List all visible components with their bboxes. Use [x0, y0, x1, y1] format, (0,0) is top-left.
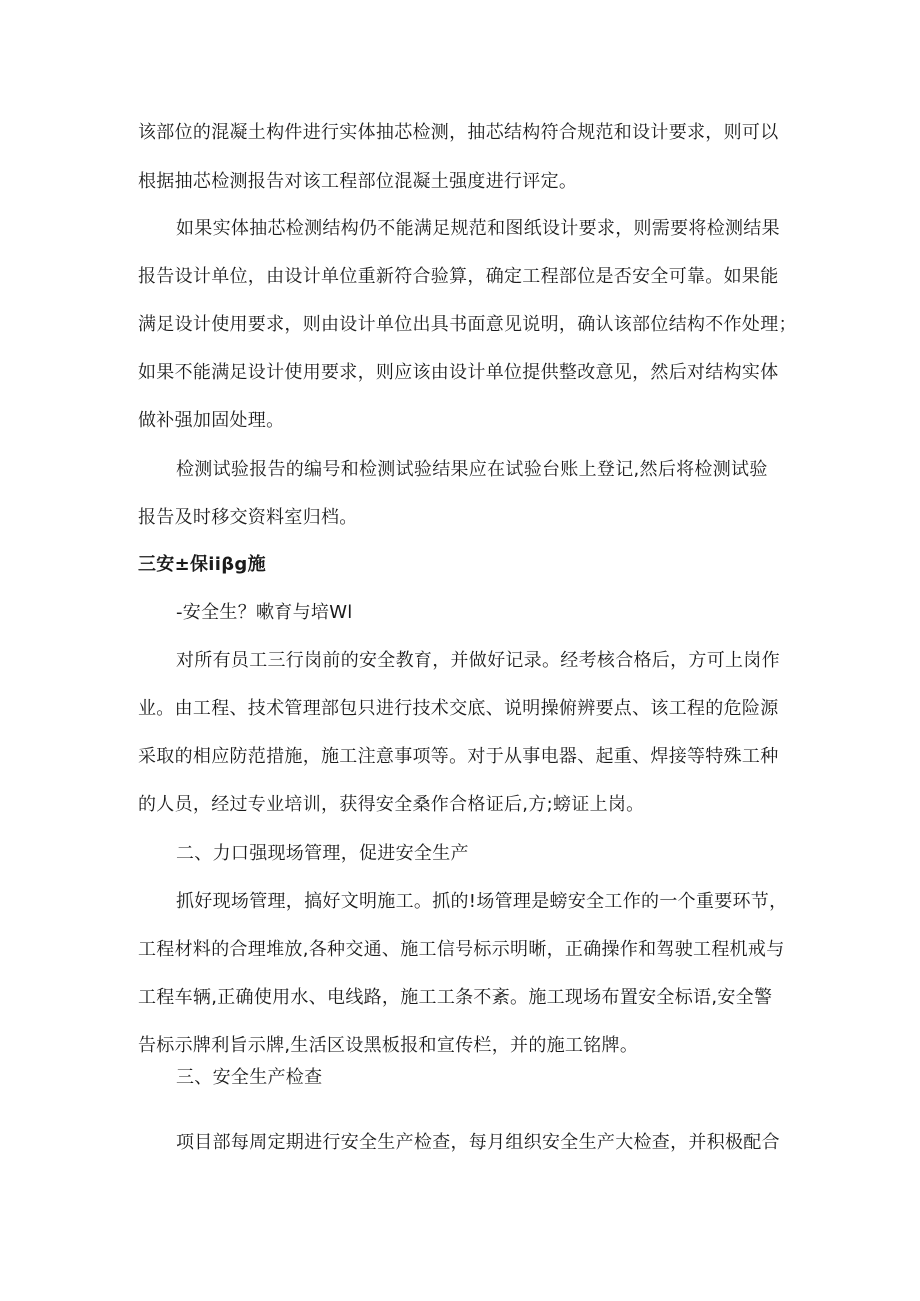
text-line: 工程材料的合理堆放,各种交通、施工信号标示明晰，正确操作和驾驶工程机戒与 [138, 939, 785, 960]
text-line: 抓好现场管理，搞好文明施工。抓的!场管理是螃安全工作的一个重要环节， [176, 891, 788, 912]
text-line: 的人员，经过专业培训，获得安全桑作合格证后,方;螃证上岗。 [138, 794, 645, 815]
text-line: 该部位的混凝土构件进行实体抽芯检测，抽芯结构符合规范和设计要求，则可以 [138, 122, 779, 143]
text-line: 工程车辆,正确使用水、电线路，施工工条不紊。施工现场布置安全标语,安全警 [138, 987, 773, 1008]
section-heading: 三安±保iiβg施 [138, 554, 266, 575]
text-line: 报告设计单位，由设计单位重新符合验算，确定工程部位是否安全可靠。如果能 [138, 266, 779, 287]
text-line: 项目部每周定期进行安全生产检查，每月组织安全生产大检查，并积极配合 [176, 1132, 780, 1153]
text-line: 对所有员工三行岗前的安全教育，并做好记录。经考核合格后，方可上岗作 [176, 650, 780, 671]
text-line: 业。由工程、技术管理部包只进行技术交底、说明操俯辨要点、该工程的危险源 [138, 698, 779, 719]
text-line: 告标示牌利旨示牌,生活区设黑板报和宣传栏，并的施工铭牌。 [138, 1035, 639, 1056]
text-line: 采取的相应防范措施，施工注意事项等。对于从事电器、起重、焊接等特殊工种 [138, 746, 779, 767]
text-line: 根据抽芯检测报告对该工程部位混凝土强度进行评定。 [138, 171, 578, 192]
text-line: 如果实体抽芯检测结构仍不能满足规范和图纸设计要求，则需要将检测结果 [176, 218, 780, 239]
text-line: 检测试验报告的编号和检测试验结果应在试验台账上登记,然后将检测试验 [176, 459, 768, 480]
text-line: 做补强加固处理。 [138, 410, 285, 431]
subsection-heading: 二、力口强现场管理，促进安全生产 [176, 843, 469, 864]
subsection-heading: -安全生？嗽育与培Wl [176, 602, 353, 623]
text-line: 如果不能满足设计使用要求，则应该由设计单位提供整改意见，然后对结构实体 [138, 362, 779, 383]
subsection-heading: 三、安全生产检查 [176, 1067, 323, 1088]
text-line: 报告及时移交资料室归档。 [138, 507, 358, 528]
text-line: 满足设计使用要求，则由设计单位出具书面意见说明，确认该部位结构不作处理； [138, 314, 797, 335]
